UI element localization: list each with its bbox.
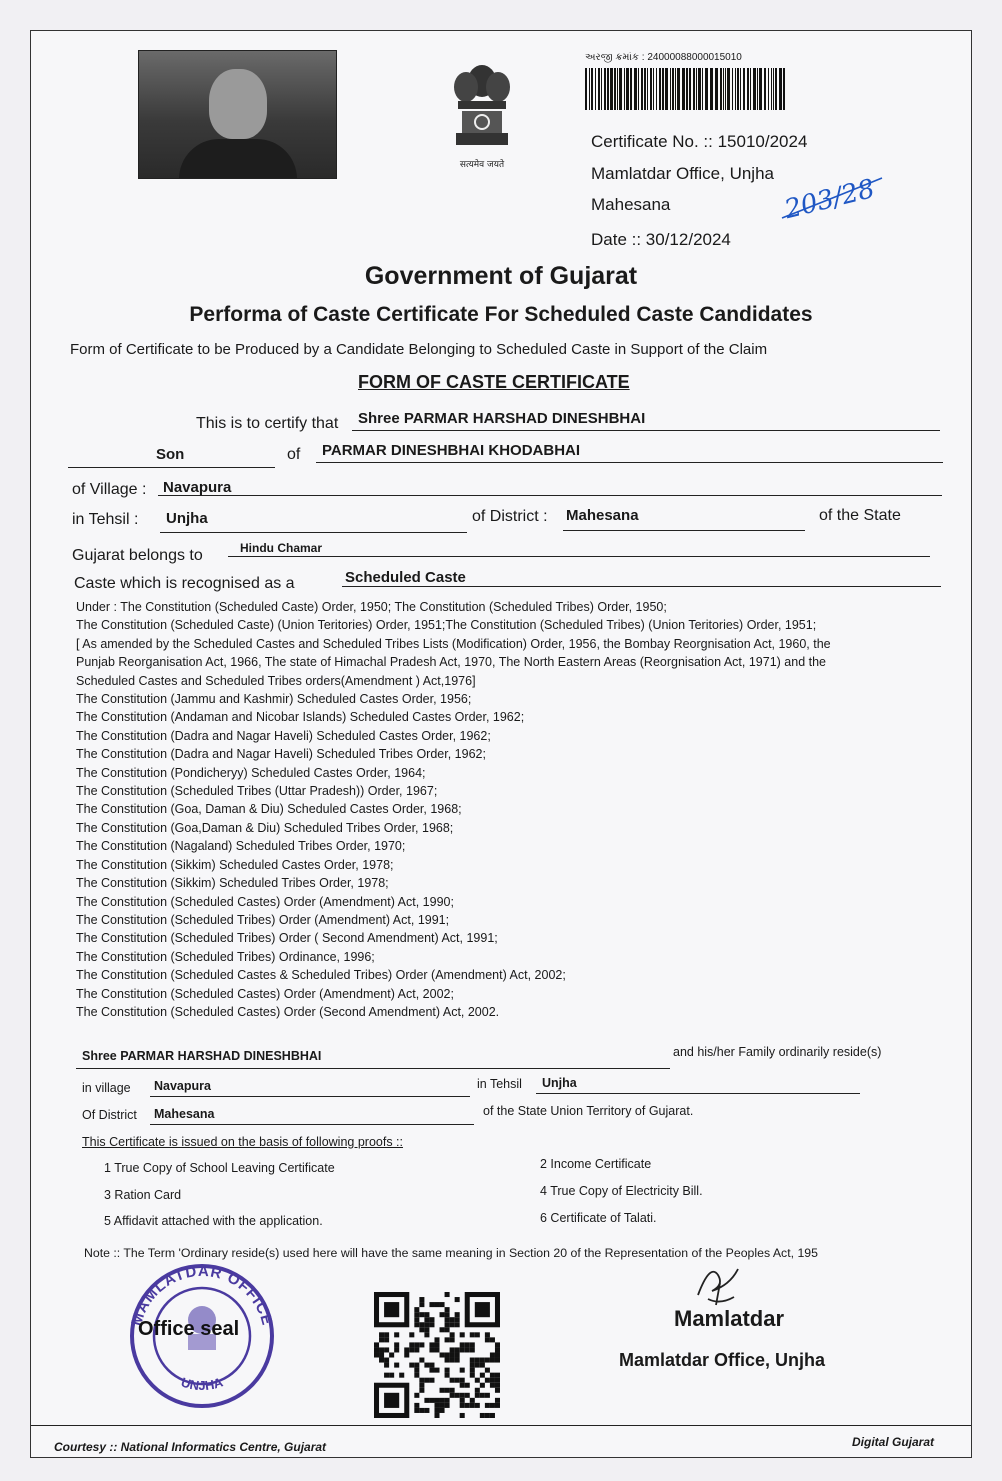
barcode	[585, 68, 788, 110]
order-line: The Constitution (Andaman and Nicobar Islands) Scheduled Castes Order, 1962;	[76, 710, 525, 725]
proof-item: 3 Ration Card	[104, 1188, 182, 1202]
qr-code	[374, 1292, 500, 1418]
order-line: Under : The Constitution (Scheduled Caste) Order, 1950; The Constitution (Scheduled Tribes) Order, 1950;	[76, 600, 667, 614]
family-label: and his/her Family ordinarily reside(s)	[673, 1045, 882, 1059]
order-line: The Constitution (Jammu and Kashmir) Scheduled Castes Order, 1956;	[76, 692, 472, 707]
category-value: Scheduled Caste	[345, 569, 466, 586]
order-line: The Constitution (Scheduled Castes & Scheduled Tribes) Order (Amendment) Act, 2002;	[76, 968, 566, 983]
res-district-value: Mahesana	[154, 1107, 215, 1121]
national-emblem-icon	[440, 55, 524, 173]
issuing-office: Mamlatdar Office, Unjha	[591, 164, 774, 183]
order-line: The Constitution (Scheduled Castes) Order (Amendment) Act, 2002;	[76, 986, 454, 1001]
recognised-label: Caste which is recognised as a	[74, 575, 295, 592]
proof-item: 4 True Copy of Electricity Bill.	[540, 1184, 703, 1198]
signatory-title: Mamlatdar	[674, 1306, 785, 1331]
proof-item: 2 Income Certificate	[540, 1157, 652, 1171]
of-label: of	[287, 446, 301, 463]
handwritten-note	[778, 160, 888, 225]
certify-label: This is to certify that	[196, 415, 339, 432]
government-title: Government of Gujarat	[364, 262, 638, 290]
order-line: The Constitution (Sikkim) Scheduled Castes Order, 1978;	[76, 857, 394, 872]
performa-title: Performa of Caste Certificate For Scheduled Caste Candidates	[189, 303, 813, 326]
order-line: The Constitution (Scheduled Castes) Order (Amendment) Act, 1990;	[76, 894, 454, 909]
svg-text:MAMLATDAR OFFICE: MAMLATDAR OFFICE	[128, 1262, 276, 1328]
belongs-label: Gujarat belongs to	[72, 547, 203, 564]
issuing-district: Mahesana	[591, 195, 671, 214]
res-tehsil-value: Unjha	[542, 1076, 577, 1090]
order-line: The Constitution (Nagaland) Scheduled Tribes Order, 1970;	[76, 839, 406, 854]
order-line: The Constitution (Sikkim) Scheduled Tribes Order, 1978;	[76, 876, 389, 891]
svg-text:203/28: 203/28	[781, 173, 878, 225]
note: Note :: The Term 'Ordinary reside(s) used here will have the same meaning in Section 20 of the Representation of the Peoples Act, 195	[84, 1246, 818, 1260]
signature-icon	[690, 1255, 750, 1310]
caste-value: Hindu Chamar	[240, 541, 323, 555]
applicant-photo	[138, 50, 337, 179]
order-line: The Constitution (Dadra and Nagar Haveli) Scheduled Castes Order, 1962;	[76, 728, 491, 743]
res-district-label: Of District	[82, 1108, 137, 1122]
certified-name: Shree PARMAR HARSHAD DINESHBHAI	[358, 410, 646, 427]
res-village-value: Navapura	[154, 1079, 211, 1093]
footer-digital-gujarat: Digital Gujarat	[852, 1435, 935, 1449]
footer-courtesy: Courtesy :: National Informatics Centre, Gujarat	[54, 1440, 327, 1454]
order-line: The Constitution (Scheduled Tribes) Order ( Second Amendment) Act, 1991;	[76, 931, 498, 946]
order-line: The Constitution (Goa,Daman & Diu) Scheduled Tribes Order, 1968;	[76, 820, 454, 835]
form-description: Form of Certificate to be Produced by a Candidate Belonging to Scheduled Caste in Support of the Claim	[70, 341, 768, 358]
order-line: The Constitution (Scheduled Tribes (Uttar Pradesh)) Order, 1967;	[76, 784, 438, 799]
order-line: Punjab Reorganisation Act, 1966, The state of Himachal Pradesh Act, 1970, The North Eastern Areas (Reorgnisation Act, 1971) and the	[76, 655, 826, 670]
svg-text:UNJHA: UNJHA	[179, 1374, 225, 1394]
village-label: of Village :	[72, 481, 147, 498]
relation: Son	[156, 446, 185, 463]
resident-name: Shree PARMAR HARSHAD DINESHBHAI	[82, 1049, 322, 1063]
order-line: The Constitution (Pondicheryy) Scheduled Castes Order, 1964;	[76, 765, 426, 780]
proof-item: 6 Certificate of Talati.	[540, 1211, 657, 1225]
proofs-heading: This Certificate is issued on the basis of following proofs ::	[82, 1135, 403, 1149]
district-value: Mahesana	[566, 507, 639, 524]
application-number: અરજી ક્રમાંક : 24000088000015010	[585, 52, 742, 63]
district-label: of District :	[472, 508, 548, 525]
order-line: Scheduled Castes and Scheduled Tribes orders(Amendment ) Act,1976]	[76, 673, 476, 688]
village-value: Navapura	[163, 479, 232, 496]
order-line: The Constitution (Scheduled Tribes) Ordinance, 1996;	[76, 949, 375, 964]
tehsil-value: Unjha	[166, 510, 208, 527]
order-line: The Constitution (Scheduled Tribes) Order (Amendment) Act, 1991;	[76, 912, 450, 927]
res-state-label: of the State Union Territory of Gujarat.	[483, 1104, 694, 1118]
proof-item: 1 True Copy of School Leaving Certificate	[104, 1161, 335, 1175]
order-line: The Constitution (Goa, Daman & Diu) Scheduled Castes Order, 1968;	[76, 802, 462, 817]
res-tehsil-label: in Tehsil	[477, 1077, 522, 1091]
constitution-orders-list	[76, 598, 916, 1021]
signatory-office: Mamlatdar Office, Unjha	[619, 1350, 826, 1370]
emblem-motto: सत्यमेव जयते	[459, 160, 505, 170]
father-name: PARMAR DINESHBHAI KHODABHAI	[322, 442, 581, 459]
certificate-date: Date :: 30/12/2024	[591, 230, 731, 249]
state-label: of the State	[819, 507, 901, 524]
res-village-label: in village	[82, 1081, 131, 1095]
order-line: The Constitution (Dadra and Nagar Haveli) Scheduled Tribes Order, 1962;	[76, 747, 486, 762]
order-line: [ As amended by the Scheduled Castes and Scheduled Tribes Lists (Modification) Order, 1956, the Bombay Reorgnisation Act, 1960, the	[76, 636, 831, 651]
order-line: The Constitution (Scheduled Castes) Order (Second Amendment) Act, 2002.	[76, 1004, 500, 1019]
proof-item: 5 Affidavit attached with the application.	[104, 1214, 323, 1228]
office-seal-label: Office seal	[138, 1318, 240, 1340]
tehsil-label: in Tehsil :	[72, 511, 139, 528]
order-line: The Constitution (Scheduled Caste) (Union Teritories) Order, 1951;The Constitution (Scheduled Tribes) (Union Teritories) Order, 1951;	[76, 618, 817, 633]
certificate-number: Certificate No. :: 15010/2024	[591, 132, 808, 151]
form-heading: FORM OF CASTE CERTIFICATE	[358, 372, 630, 392]
